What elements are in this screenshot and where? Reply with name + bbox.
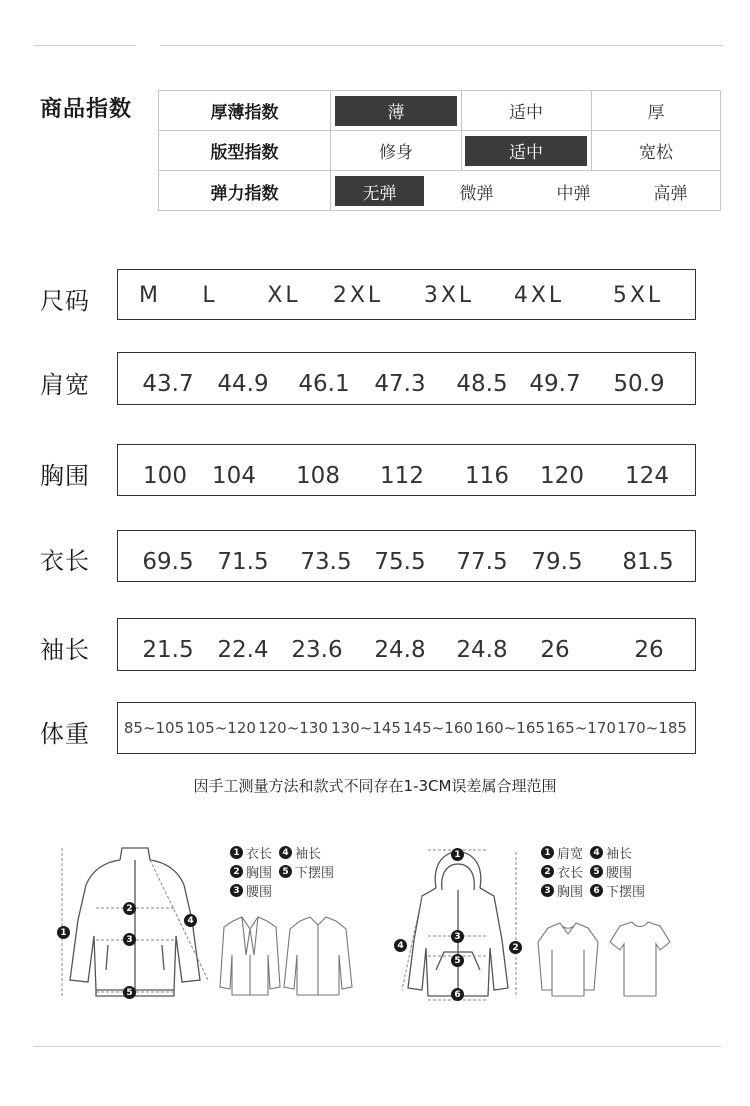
hoodie-measure-diagram: [388, 840, 533, 1010]
weight-cell: 170~185: [617, 719, 687, 737]
chest-cell: 124: [625, 463, 669, 489]
chest-cell: 120: [540, 463, 584, 489]
size-cell: L: [202, 283, 218, 308]
chest-cell: 104: [212, 463, 256, 489]
top-divider-left: [33, 45, 136, 46]
chest-row-label: 胸围: [40, 462, 90, 490]
sleeve-cell: 22.4: [217, 637, 269, 663]
marker-5: 5: [451, 954, 464, 967]
legend-text: 袖长: [606, 847, 633, 862]
marker-4: 4: [184, 914, 197, 927]
size-cell: 5XL: [612, 283, 664, 308]
legend-bullet: 5: [590, 865, 603, 878]
index-row-elasticity: [159, 171, 720, 211]
shoulder-row: [117, 352, 696, 405]
size-cell: XL: [267, 283, 301, 308]
chest-cell: 100: [143, 463, 187, 489]
size-cell: 2XL: [332, 283, 384, 308]
product-index-title: 商品指数: [40, 97, 133, 122]
legend-bullet: 4: [590, 846, 603, 859]
index-option: 微弹: [459, 183, 494, 204]
legend-bullet: 1: [541, 846, 554, 859]
legend-text: 下摆围: [606, 885, 646, 900]
weight-cell: 160~165: [475, 719, 545, 737]
index-row-thickness: [159, 91, 720, 131]
shoulder-cell: 47.3: [374, 371, 426, 397]
legend-text: 腰围: [606, 866, 633, 881]
legend-text: 衣长: [246, 847, 273, 862]
jacket-measure-diagram: [50, 840, 220, 1010]
legend-text: 肩宽: [557, 847, 584, 862]
index-option: 修身: [379, 143, 413, 163]
weight-cell: 165~170: [546, 719, 616, 737]
shoulder-cell: 48.5: [456, 371, 508, 397]
sleeve-cell: 23.6: [291, 637, 343, 663]
index-row-fit: [159, 131, 720, 171]
index-row-label: 弹力指数: [159, 171, 331, 211]
marker-3: 3: [123, 933, 136, 946]
weight-row-label: 体重: [40, 720, 90, 748]
sleeve-row: [117, 618, 696, 671]
bottom-divider: [33, 1046, 721, 1047]
shoulder-cell: 46.1: [298, 371, 350, 397]
chest-cell: 108: [296, 463, 340, 489]
marker-3: 3: [451, 930, 464, 943]
chest-cell: 116: [465, 463, 509, 489]
shoulder-row-label: 肩宽: [40, 371, 90, 399]
index-row-label: 版型指数: [159, 131, 331, 170]
marker-2: 2: [509, 941, 522, 954]
size-row-label: 尺码: [40, 287, 90, 315]
jacket-legend: [230, 843, 341, 900]
weight-cell: 105~120: [186, 719, 256, 737]
weight-cell: 145~160: [403, 719, 473, 737]
legend-bullet: 3: [541, 884, 554, 897]
blazer-and-shirt-icon: [218, 915, 358, 1000]
length-cell: 73.5: [300, 549, 352, 575]
weight-cell: 120~130: [258, 719, 328, 737]
sleeve-cell: 26: [634, 637, 664, 663]
weight-row: [117, 702, 696, 754]
marker-6: 6: [451, 988, 464, 1001]
legend-text: 下摆围: [295, 866, 335, 881]
length-cell: 69.5: [142, 549, 194, 575]
sleeve-cell: 24.8: [374, 637, 426, 663]
shoulder-cell: 50.9: [613, 371, 665, 397]
measurement-note: 因手工测量方法和款式不同存在1-3CM误差属合理范围: [193, 777, 557, 795]
legend-bullet: 4: [279, 846, 292, 859]
hoodie-legend: [541, 843, 652, 900]
top-divider-right: [160, 45, 723, 46]
legend-bullet: 6: [590, 884, 603, 897]
marker-4: 4: [394, 939, 407, 952]
shoulder-cell: 44.9: [217, 371, 269, 397]
weight-cell: 130~145: [331, 719, 401, 737]
legend-bullet: 3: [230, 884, 243, 897]
legend-text: 袖长: [295, 847, 322, 862]
legend-text: 胸围: [557, 885, 584, 900]
size-row: [117, 269, 696, 320]
index-option: 适中: [509, 103, 543, 123]
chest-cell: 112: [380, 463, 424, 489]
length-row-label: 衣长: [40, 547, 90, 575]
size-cell: M: [139, 283, 161, 308]
legend-bullet: 1: [230, 846, 243, 859]
sleeve-cell: 26: [540, 637, 570, 663]
weight-cell: 85~105: [123, 719, 185, 737]
sleeve-cell: 24.8: [456, 637, 508, 663]
sleeve-row-label: 袖长: [40, 636, 90, 664]
marker-5: 5: [123, 986, 136, 999]
size-cell: 4XL: [513, 283, 565, 308]
chest-row: [117, 444, 696, 496]
hoodie-illustration: [388, 840, 533, 1010]
marker-1: 1: [451, 848, 464, 861]
length-cell: 81.5: [622, 549, 674, 575]
marker-1: 1: [57, 926, 70, 939]
product-index-table: [158, 90, 721, 211]
length-cell: 71.5: [217, 549, 269, 575]
size-cell: 3XL: [423, 283, 475, 308]
legend-bullet: 2: [230, 865, 243, 878]
marker-2: 2: [123, 902, 136, 915]
sweater-and-tee-icon: [534, 920, 674, 1000]
legend-text: 腰围: [246, 885, 273, 900]
legend-text: 胸围: [246, 866, 273, 881]
index-option: 适中: [509, 143, 543, 163]
index-row-label: 厚薄指数: [159, 91, 331, 130]
length-cell: 77.5: [456, 549, 508, 575]
length-row: [117, 530, 696, 582]
length-cell: 75.5: [374, 549, 426, 575]
sleeve-cell: 21.5: [142, 637, 194, 663]
index-option: 中弹: [556, 183, 591, 204]
legend-bullet: 5: [279, 865, 292, 878]
index-option: 厚: [647, 103, 665, 123]
index-option: 薄: [387, 103, 405, 123]
shoulder-cell: 43.7: [142, 371, 194, 397]
index-option: 宽松: [639, 143, 673, 163]
shoulder-cell: 49.7: [529, 371, 581, 397]
index-option: 高弹: [653, 183, 688, 204]
legend-bullet: 2: [541, 865, 554, 878]
legend-text: 衣长: [557, 866, 584, 881]
length-cell: 79.5: [531, 549, 583, 575]
index-option: 无弹: [362, 183, 397, 204]
